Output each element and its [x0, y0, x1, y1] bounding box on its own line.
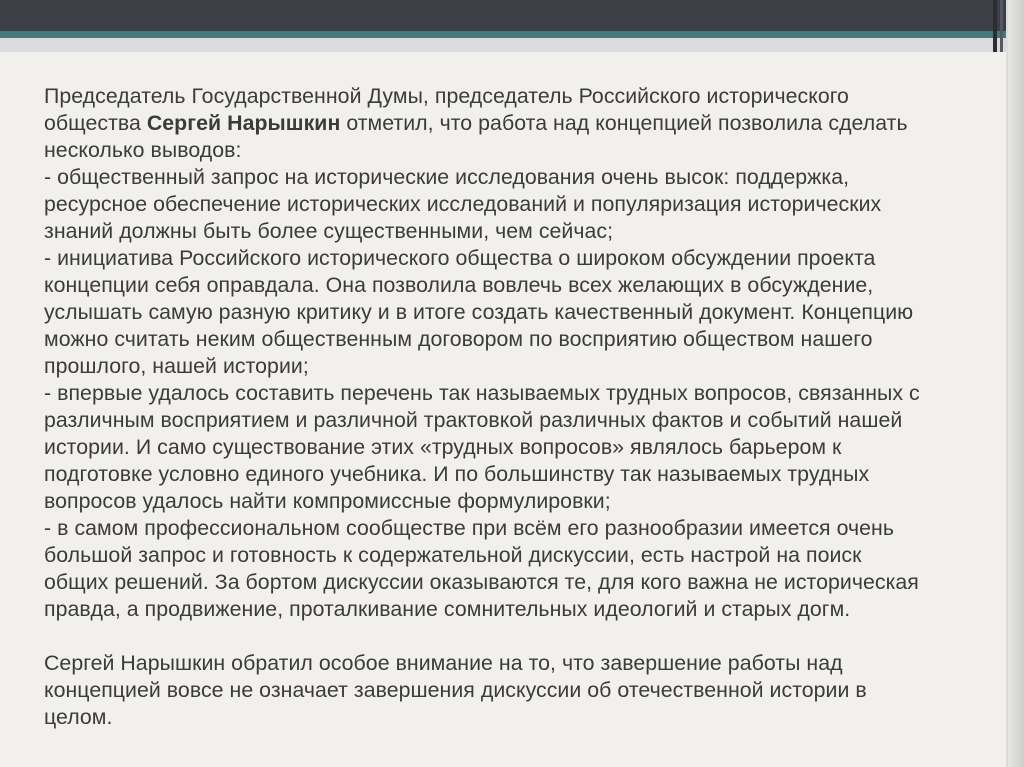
paragraph-conclusions — [44, 83, 984, 623]
text-line: общих решений. За бортом дискуссии оказываются те, для кого важна не историческая — [44, 570, 919, 594]
header-bar — [0, 0, 1024, 31]
paragraph-closing — [44, 650, 984, 731]
text-line: знаний должны быть более существенными, чем сейчас; — [44, 219, 614, 243]
header-accent-stripe — [0, 31, 1010, 38]
text-line: большой запрос и готовность к содержательной дискуссии, есть настрой на поиск — [44, 543, 862, 567]
text-line: - инициатива Российского исторического общества о широком обсуждении проекта — [44, 246, 876, 270]
text-line — [44, 110, 984, 137]
text-line: Председатель Государственной Думы, председатель Российского исторического — [44, 84, 849, 108]
page-edge-shadow — [1008, 0, 1024, 767]
text-fragment: общества — [44, 111, 147, 135]
paragraph-gap — [44, 623, 984, 650]
speaker-name: Сергей Нарышкин — [146, 111, 341, 135]
slide-text-body — [44, 83, 984, 731]
text-line: можно считать неким общественным договором по восприятию обществом нашего — [44, 327, 873, 351]
text-line: прошлого, нашей истории; — [44, 354, 309, 378]
text-line: - общественный запрос на исторические исследования очень высок: поддержка, — [44, 165, 850, 189]
text-line: услышать самую разную критику и в итоге создать качественный документ. Концепцию — [44, 300, 914, 324]
text-line: концепцией вовсе не означает завершения дискуссии об отечественной истории в — [44, 678, 867, 702]
text-line: различным восприятием и различной трактовкой различных фактов и событий нашей — [44, 408, 903, 432]
text-line: несколько выводов: — [44, 138, 242, 162]
text-line: - впервые удалось составить перечень так называемых трудных вопросов, связанных с — [44, 381, 920, 405]
header-light-stripe — [0, 38, 1010, 52]
corner-stripe-grey — [1000, 0, 1003, 52]
text-fragment: отметил, что работа над концепцией позволила сделать — [340, 111, 908, 135]
text-line: правда, а продвижение, проталкивание сомнительных идеологий и старых догм. — [44, 597, 851, 621]
corner-stripe-dark — [993, 0, 997, 52]
text-line: ресурсное обеспечение исторических исследований и популяризация исторических — [44, 192, 882, 216]
text-line: концепции себя оправдала. Она позволила вовлечь всех желающих в обсуждение, — [44, 273, 874, 297]
text-line: Сергей Нарышкин обратил особое внимание на то, что завершение работы над — [44, 651, 843, 675]
text-line: - в самом профессиональном сообществе при всём его разнообразии имеется очень — [44, 516, 894, 540]
text-line: истории. И само существование этих «трудных вопросов» являлось барьером к — [44, 435, 842, 459]
text-line: подготовке условно единого учебника. И по большинству так называемых трудных — [44, 462, 870, 486]
text-line: целом. — [44, 705, 113, 729]
text-line: вопросов удалось найти компромиссные формулировки; — [44, 489, 611, 513]
